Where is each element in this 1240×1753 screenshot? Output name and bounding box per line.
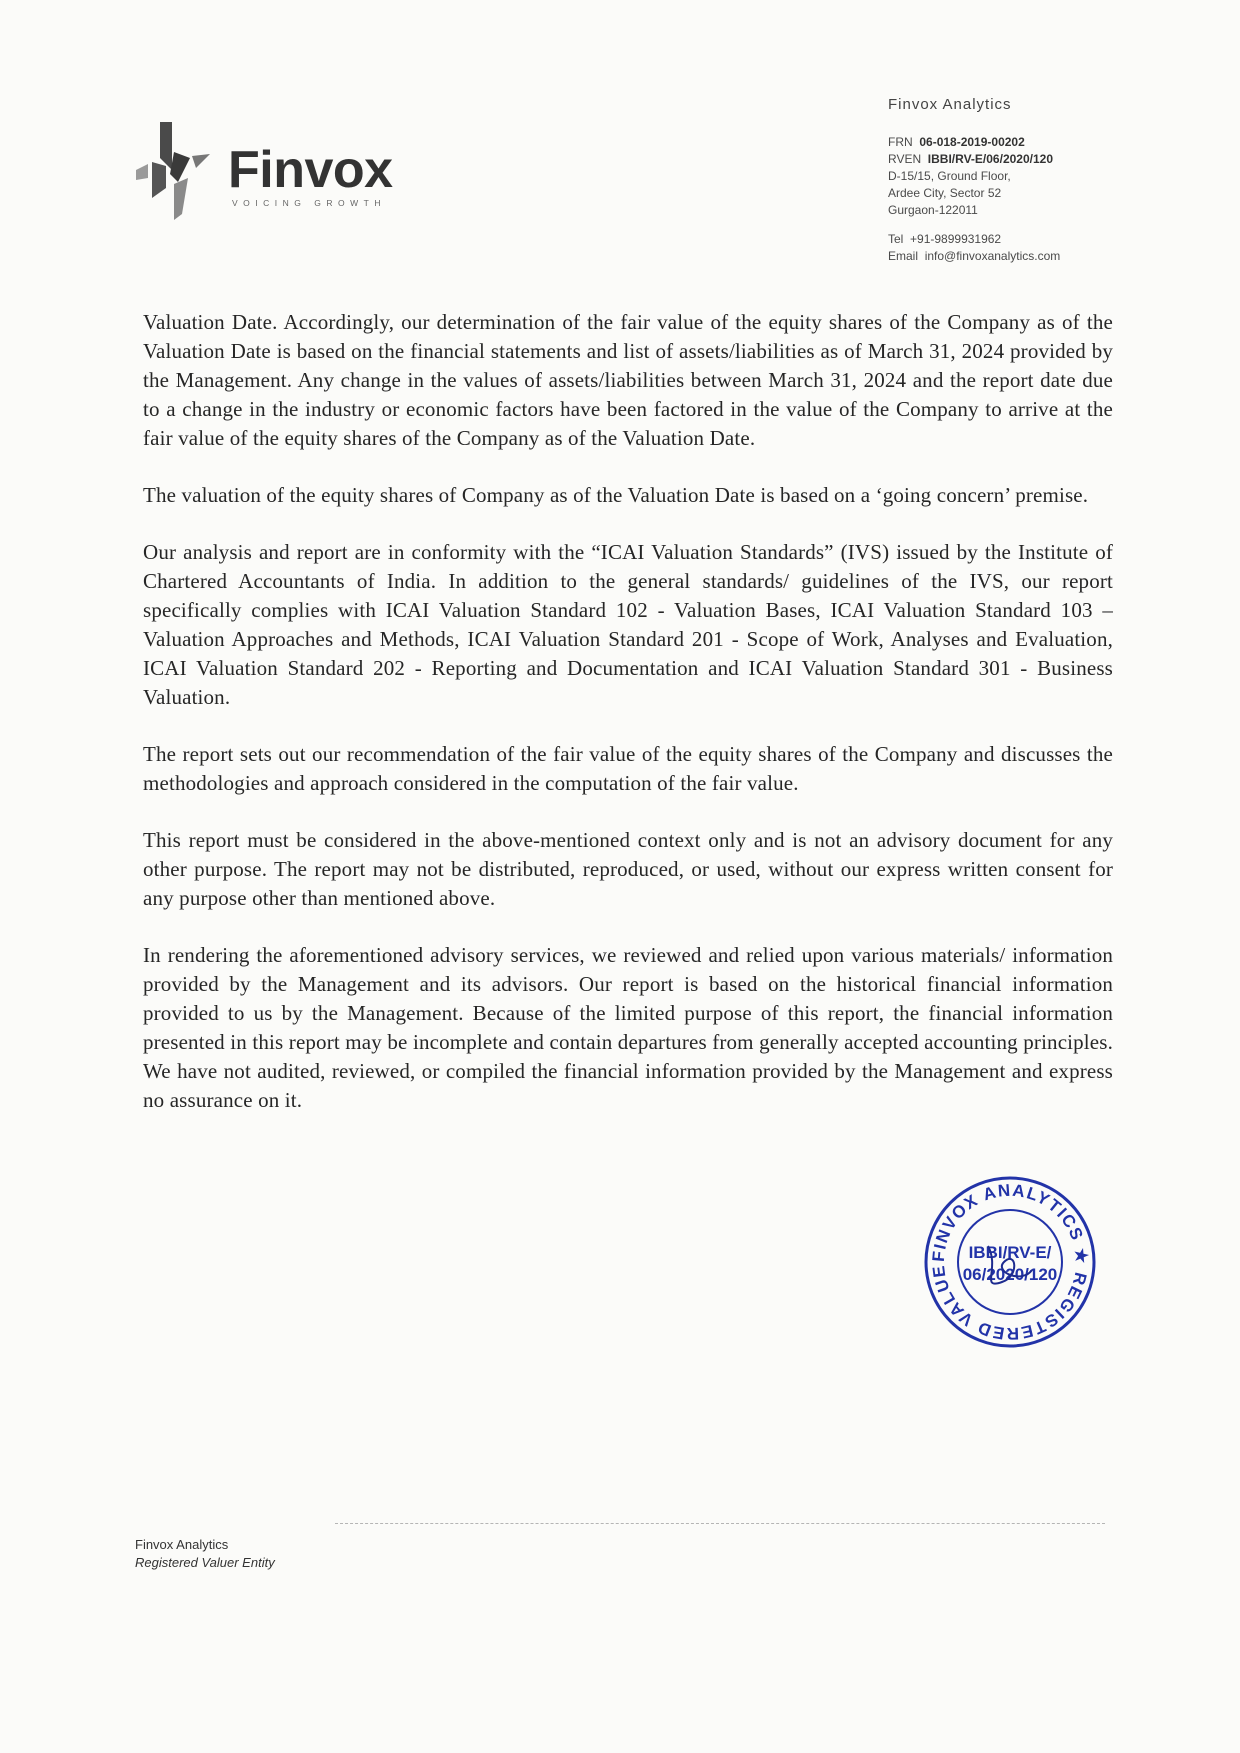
logo-tagline: VOICING GROWTH (232, 198, 386, 208)
footer-company: Finvox Analytics (135, 1537, 229, 1552)
document-body (143, 308, 1113, 1143)
footer-entity-type: Registered Valuer Entity (135, 1555, 275, 1570)
seal-center-line-2: 06/2020/120 (962, 1265, 1058, 1284)
email-label: Email (888, 249, 919, 263)
logo-wordmark: Finvox (228, 141, 393, 199)
seal-center-line-1: IBBI/RV-E/ (968, 1243, 1052, 1262)
footer-divider (335, 1523, 1105, 1524)
tel-line (888, 231, 1060, 248)
page-footer (135, 1536, 275, 1572)
contact-block (888, 134, 1060, 265)
tel-value: +91-9899931962 (910, 232, 1002, 246)
paragraph-going-concern: The valuation of the equity shares of Company as of the Valuation Date is based on a ‘going concern’ premise. (143, 483, 1089, 507)
registered-valuer-seal (920, 1172, 1100, 1352)
frn-value: 06-018-2019-00202 (919, 135, 1025, 149)
paragraph-ivs-conformity: Our analysis and report are in conformity with the “ICAI Valuation Standards” (IVS) issued by the Institute of Chartered Accountants of India. In addition to the general standards/ guidelines of the IVS, our report specifically complies with ICAI Valuation Standard 102 - Valuation Bases, ICAI Valuation Standard 103 – Valuation Approaches and Methods, ICAI Valuation Standard 201 - Scope of Work, Analyses and Evaluation, ICAI Valuation Standard 202 - Reporting and Documentation and ICAI Valuation Standard 301 - Business Valuation. (143, 540, 1113, 709)
seal-outer-text: FINVOX ANALYTICS ★ REGISTERED VALUE (928, 1180, 1092, 1344)
paragraph-recommendation: The report sets out our recommendation of the fair value of the equity shares of the Company and discusses the methodologies and approach considered in the computation of the fair value. (143, 742, 1113, 795)
frn-line (888, 134, 1060, 151)
email-line (888, 248, 1060, 265)
address-line-2: Ardee City, Sector 52 (888, 186, 1002, 200)
address-line-1: D-15/15, Ground Floor, (888, 169, 1011, 183)
finvox-logo-icon (130, 122, 226, 222)
paragraph-reliance: In rendering the aforementioned advisory services, we reviewed and relied upon various materials/ information provided by the Management and its advisors. Our report is based on the historical financial information provided to us by the Management. Because of the limited purpose of this report, the financial information presented in this report may be incomplete and contain departures from generally accepted accounting principles. We have not audited, reviewed, or compiled the financial information provided by the Management and express no assurance on it. (143, 943, 1113, 1112)
seal-stamp-icon (920, 1172, 1100, 1352)
tel-label: Tel (888, 232, 904, 246)
rven-label: RVEN (888, 152, 922, 166)
address-line-3: Gurgaon-122011 (888, 203, 978, 217)
company-logo (130, 118, 430, 228)
frn-label: FRN (888, 135, 913, 149)
paragraph-valuation-basis: Valuation Date. Accordingly, our determination of the fair value of the equity shares of the Company as of the Valuation Date is based on the financial statements and list of assets/liabilities as of March 31, 2024 provided by the Management. Any change in the values of assets/liabilities between March 31, 2024 and the report date due to a change in the industry or economic factors have been factored in the value of the Company to arrive at the fair value of the equity shares of the Company as of the Valuation Date. (143, 310, 1113, 450)
rven-value: IBBI/RV-E/06/2020/120 (927, 152, 1053, 166)
rven-line (888, 151, 1060, 168)
paragraph-context: This report must be considered in the above-mentioned context only and is not an advisory document for any other purpose. The report may not be distributed, reproduced, or used, without our express written consent for any purpose other than mentioned above. (143, 828, 1113, 910)
company-name: Finvox Analytics (888, 96, 1012, 113)
email-value: info@finvoxanalytics.com (924, 249, 1061, 263)
